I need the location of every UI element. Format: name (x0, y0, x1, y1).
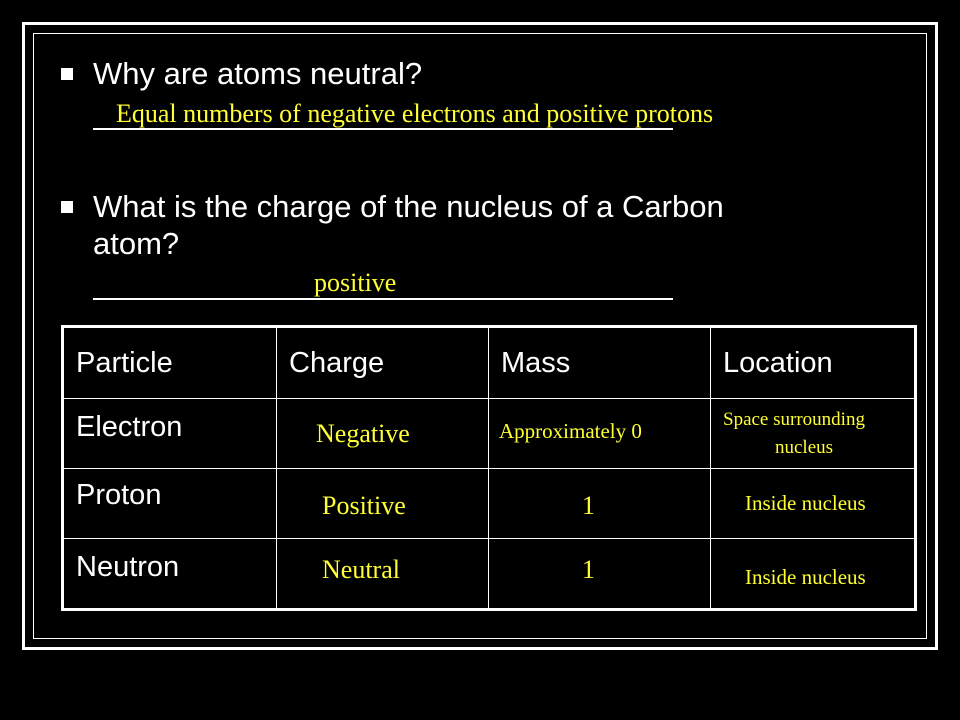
mass-value: Approximately 0 (499, 419, 642, 443)
charge-value: Negative (316, 419, 410, 448)
header-mass: Mass (489, 327, 711, 399)
location-value-line-1: Space surrounding (723, 409, 865, 430)
answer-blank-2 (93, 298, 673, 300)
mass-cell (489, 469, 711, 539)
particle-cell (63, 539, 277, 610)
header-location: Location (711, 327, 916, 399)
table-row (63, 469, 916, 539)
location-value: Inside nucleus (745, 491, 866, 515)
question-1: Why are atoms neutral? (93, 56, 423, 91)
location-value-line-2: nucleus (775, 437, 834, 458)
mass-value: 1 (582, 555, 595, 584)
location-cell (711, 469, 916, 539)
particle-table (61, 325, 917, 611)
charge-cell (277, 539, 489, 610)
charge-cell (277, 469, 489, 539)
particle-name: Electron (76, 411, 183, 443)
mass-cell (489, 539, 711, 610)
charge-value: Positive (322, 491, 406, 520)
table-row (63, 399, 916, 469)
bullet-icon (61, 201, 73, 213)
bullet-icon (61, 68, 73, 80)
table-header-row (63, 327, 916, 399)
answer-2: positive (314, 268, 397, 297)
particle-cell (63, 399, 277, 469)
location-cell (711, 539, 916, 610)
mass-value: 1 (582, 491, 595, 520)
particle-name: Proton (76, 479, 162, 511)
question-2-line-1: What is the charge of the nucleus of a Carbon (93, 189, 724, 224)
answer-1: Equal numbers of negative electrons and positive protons (116, 99, 714, 128)
mass-cell (489, 399, 711, 469)
particle-name: Neutron (76, 551, 180, 583)
particle-cell (63, 469, 277, 539)
charge-cell (277, 399, 489, 469)
header-charge: Charge (277, 327, 489, 399)
header-particle: Particle (63, 327, 277, 399)
table-row (63, 539, 916, 610)
question-2-line-2: atom? (93, 226, 180, 261)
charge-value: Neutral (322, 555, 400, 584)
location-value: Inside nucleus (745, 565, 866, 589)
location-cell (711, 399, 916, 469)
